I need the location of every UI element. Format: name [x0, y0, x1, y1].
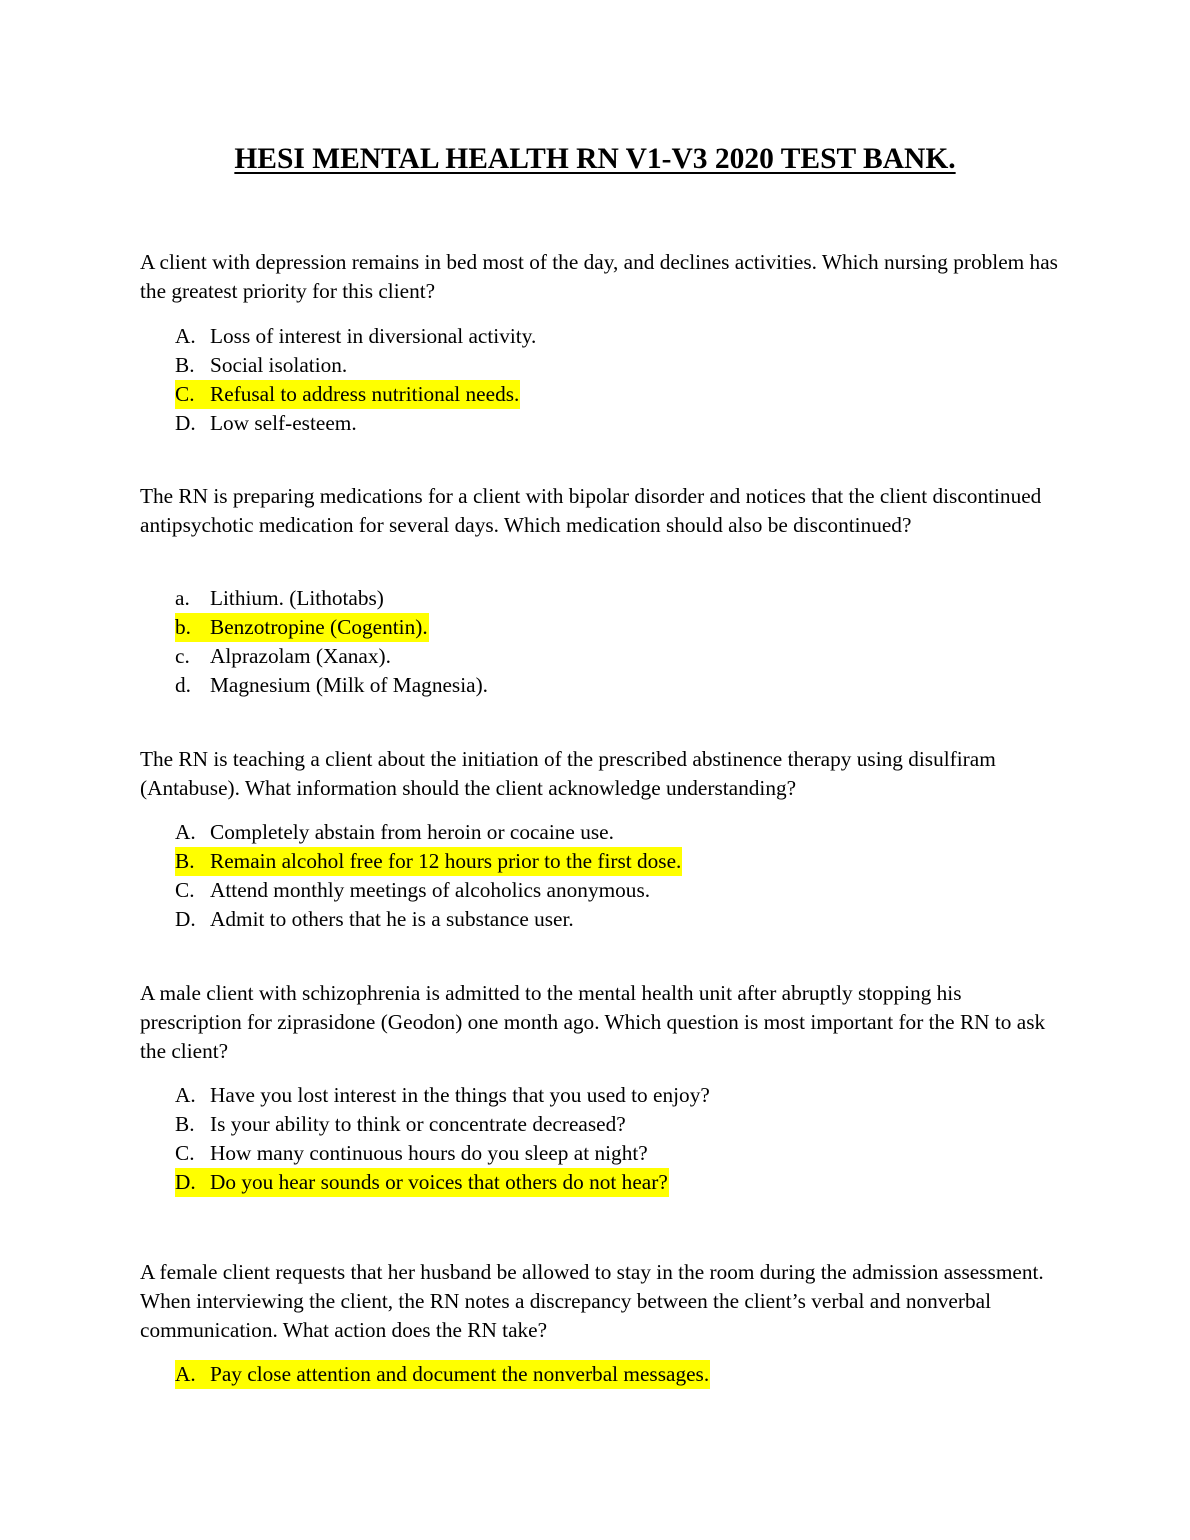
- option-letter: D.: [175, 1170, 196, 1194]
- question-1-option-b: [175, 351, 537, 380]
- option-letter: A.: [175, 1362, 196, 1386]
- highlighted-answer: [175, 847, 682, 876]
- question-1-options: [175, 322, 537, 438]
- option-text: Alprazolam (Xanax).: [210, 644, 391, 668]
- option-text: Remain alcohol free for 12 hours prior to the first dose.: [210, 849, 682, 873]
- option-inner: [175, 1081, 711, 1110]
- question-5-options: [175, 1360, 710, 1389]
- option-inner: [175, 818, 615, 847]
- highlighted-answer: [175, 1360, 710, 1389]
- option-text: Do you hear sounds or voices that others do not hear?: [210, 1170, 668, 1194]
- option-inner: [175, 322, 537, 351]
- option-inner: [175, 584, 385, 613]
- question-4-stem: A male client with schizophrenia is admitted to the mental health unit after abruptly stopping his prescription for ziprasidone (Geodon) one month ago. Which question is most important for the RN to ask the client?: [140, 981, 1046, 1063]
- option-inner: [175, 409, 358, 438]
- option-text: Is your ability to think or concentrate decreased?: [210, 1112, 626, 1136]
- option-letter: D.: [175, 907, 196, 931]
- option-letter: A.: [175, 1083, 196, 1107]
- option-inner: [175, 905, 575, 934]
- option-letter: a.: [175, 586, 190, 610]
- question-2-option-b: [175, 613, 489, 642]
- option-inner: [175, 876, 651, 905]
- option-text: Loss of interest in diversional activity.: [210, 324, 537, 348]
- option-text: Have you lost interest in the things that you used to enjoy?: [210, 1083, 710, 1107]
- option-letter: B.: [175, 849, 195, 873]
- highlighted-answer: [175, 1168, 669, 1197]
- option-letter: C.: [175, 878, 195, 902]
- option-letter: C.: [175, 382, 195, 406]
- question-3-options: [175, 818, 682, 934]
- question-3-stem: The RN is teaching a client about the initiation of the prescribed abstinence therapy using disulfiram (Antabuse). What information should the client acknowledge understanding?: [140, 747, 996, 800]
- option-inner: [175, 671, 489, 700]
- question-4-option-c: [175, 1139, 711, 1168]
- question-2-options: [175, 584, 489, 700]
- question-1-option-a: [175, 322, 537, 351]
- option-letter: A.: [175, 324, 196, 348]
- option-inner: [175, 642, 392, 671]
- question-3-option-c: [175, 876, 682, 905]
- question-4-option-b: [175, 1110, 711, 1139]
- option-inner: [175, 1110, 627, 1139]
- option-text: Completely abstain from heroin or cocaine use.: [210, 820, 614, 844]
- option-text: Pay close attention and document the nonverbal messages.: [210, 1362, 710, 1386]
- option-letter: C.: [175, 1141, 195, 1165]
- option-letter: B.: [175, 353, 195, 377]
- question-2-option-d: [175, 671, 489, 700]
- option-letter: d.: [175, 673, 191, 697]
- question-2-option-a: [175, 584, 489, 613]
- option-text: Low self-esteem.: [210, 411, 357, 435]
- question-1-option-d: [175, 409, 537, 438]
- option-text: Lithium. (Lithotabs): [210, 586, 384, 610]
- option-text: Benzotropine (Cogentin).: [210, 615, 428, 639]
- question-3-option-a: [175, 818, 682, 847]
- question-1-stem: A client with depression remains in bed most of the day, and declines activities. Which nursing problem has the greatest priority for this client?: [140, 250, 1058, 303]
- highlighted-answer: [175, 380, 520, 409]
- option-letter: A.: [175, 820, 196, 844]
- question-5-option-a: [175, 1360, 710, 1389]
- question-5-stem: A female client requests that her husband be allowed to stay in the room during the admission assessment. When interviewing the client, the RN notes a discrepancy between the client’s verbal and nonverbal communication. What action does the RN take?: [140, 1260, 1044, 1342]
- option-text: Social isolation.: [210, 353, 348, 377]
- option-text: Admit to others that he is a substance user.: [210, 907, 574, 931]
- question-1-option-c: [175, 380, 537, 409]
- option-text: How many continuous hours do you sleep at night?: [210, 1141, 648, 1165]
- option-inner: [175, 1139, 649, 1168]
- option-inner: [175, 351, 348, 380]
- option-text: Magnesium (Milk of Magnesia).: [210, 673, 488, 697]
- option-text: Attend monthly meetings of alcoholics anonymous.: [210, 878, 651, 902]
- question-2-stem: The RN is preparing medications for a client with bipolar disorder and notices that the client discontinued antipsychotic medication for several days. Which medication should also be discontinued?: [140, 484, 1042, 537]
- question-3-option-b: [175, 847, 682, 876]
- question-3-option-d: [175, 905, 682, 934]
- option-letter: c.: [175, 644, 190, 668]
- option-letter: b.: [175, 615, 191, 639]
- option-text: Refusal to address nutritional needs.: [210, 382, 520, 406]
- document-title: HESI MENTAL HEALTH RN V1-V3 2020 TEST BANK.: [234, 143, 956, 175]
- question-2-option-c: [175, 642, 489, 671]
- question-4-option-d: [175, 1168, 711, 1197]
- question-4-option-a: [175, 1081, 711, 1110]
- highlighted-answer: [175, 613, 429, 642]
- option-letter: D.: [175, 411, 196, 435]
- question-4-options: [175, 1081, 711, 1197]
- option-letter: B.: [175, 1112, 195, 1136]
